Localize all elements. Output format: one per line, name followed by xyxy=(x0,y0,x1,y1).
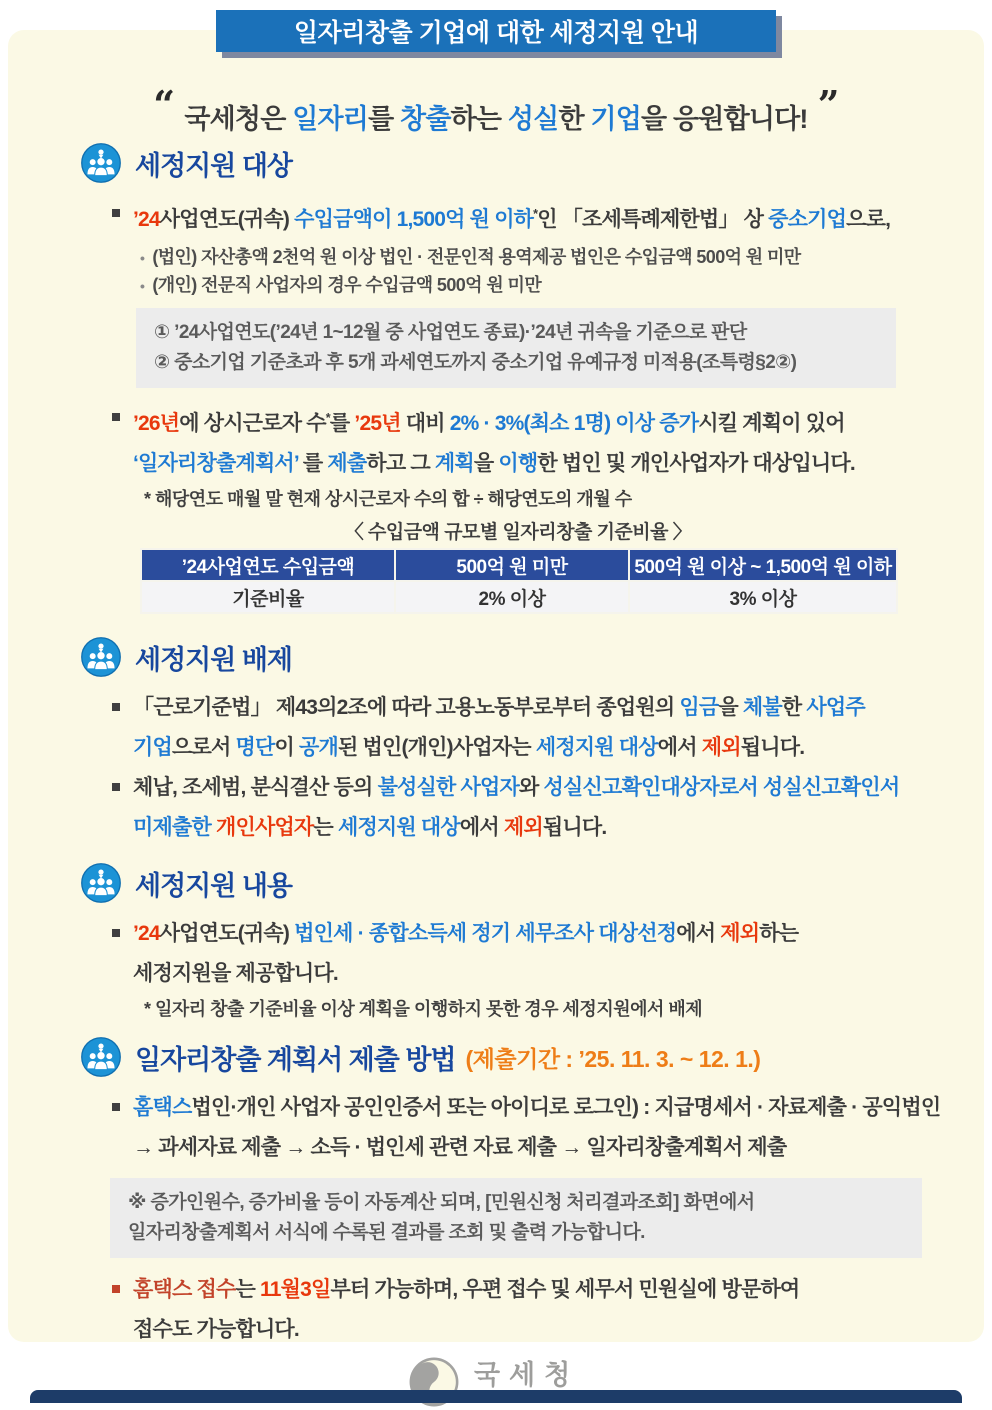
bullet-square-icon xyxy=(112,783,120,791)
people-badge-icon xyxy=(80,636,122,678)
target-bullet-2-line-1: ’26년에 상시근로자 수*를 ’25년 대비 2% · 3%(최소 1명) 이상 증가시킬 계획이 있어 xyxy=(133,411,845,435)
ratio-header-revenue: ’24사업연도 수입금액 xyxy=(141,549,395,581)
dot-bullet-icon: • xyxy=(140,250,145,266)
bullet-square-icon xyxy=(112,413,120,421)
section-exclusion-title: 세정지원 배제 xyxy=(135,644,292,675)
bullet-square-icon xyxy=(112,703,120,711)
auto-calc-note-box xyxy=(110,1178,922,1258)
page-title-text: 일자리창출 기업에 대한 세정지원 안내 xyxy=(293,19,699,47)
target-subnote-individual: • (개인) 전문직 사업자의 경우 수입금액 500억 원 미만 xyxy=(140,275,542,295)
bottom-navy-bar xyxy=(30,1390,962,1403)
exclusion-bullet-1-line-1: 「근로기준법」 제43의2조에 따라 고용노동부로부터 종업원의 임금을 체불한 사업주 xyxy=(133,696,865,719)
section-benefit-title: 세정지원 내용 xyxy=(135,870,292,901)
ratio-header-over500: 500억 원 이상 ~ 1,500억 원 이하 xyxy=(629,549,897,581)
target-criteria-box xyxy=(136,308,896,388)
ratio-cell-3pct: 3% 이상 xyxy=(629,581,897,613)
exclusion-bullet-1 xyxy=(112,688,984,768)
benefit-bullet-line-1: ’24사업연도(귀속) 법인세 · 종합소득세 정기 세무조사 대상선정에서 제외하는 xyxy=(133,922,799,945)
ratio-table-header-row xyxy=(141,549,897,581)
people-badge-icon xyxy=(80,142,122,184)
submission-bullet-2-line-2: 접수도 가능합니다. xyxy=(133,1318,299,1341)
target-bullet-1 xyxy=(112,194,984,240)
section-submission-title: 일자리창출 계획서 제출 방법 xyxy=(135,1044,456,1075)
criteria-line-1: ① ’24사업연도(’24년 1~12월 중 사업연도 종료)·’24년 귀속을 기준으로 판단 xyxy=(154,322,747,343)
ratio-cell-label: 기준비율 xyxy=(141,581,395,613)
submission-bullet-1 xyxy=(112,1088,984,1168)
benefit-footnote: * 일자리 창출 기준비율 이상 계획을 이행하지 못한 경우 세정지원에서 배제 xyxy=(144,999,703,1019)
close-quote-mark: ” xyxy=(817,82,839,127)
section-exclusion-heading xyxy=(80,636,984,678)
page-title xyxy=(216,10,776,52)
ratio-table-caption: 〈 수입금액 규모별 일자리창출 기준비율 〉 xyxy=(344,522,692,543)
people-badge-icon xyxy=(80,862,122,904)
exclusion-bullet-2-line-2: 미제출한 개인사업자는 세정지원 대상에서 제외됩니다. xyxy=(133,816,607,839)
open-quote-mark: “ xyxy=(153,82,175,127)
submission-bullet-1-line-1: 홈택스법인·개인 사업자 공인인증서 또는 아이디로 로그인) : 지급명세서 · 자료제출 · 공익법인 xyxy=(133,1096,941,1119)
people-badge-icon xyxy=(80,1036,122,1078)
submission-bullet-1-line-2: → 과세자료 제출 → 소득 · 법인세 관련 자료 제출 → 일자리창출계획서 제출 xyxy=(133,1136,787,1159)
section-submission-heading xyxy=(80,1036,984,1078)
benefit-bullet xyxy=(112,914,984,994)
nts-name-korean: 국세청 xyxy=(473,1360,580,1390)
dot-bullet-icon: • xyxy=(140,278,145,294)
exclusion-bullet-1-line-2: 기업으로서 명단이 공개된 법인(개인)사업자는 세정지원 대상에서 제외됩니다. xyxy=(133,736,805,759)
target-subnote-corp: • (법인) 자산총액 2천억 원 이상 법인 · 전문인적 용역제공 법인은 수입금액 500억 원 미만 xyxy=(140,247,801,267)
target-subnotes xyxy=(140,244,984,300)
section-target-title: 세정지원 대상 xyxy=(135,150,292,181)
ratio-header-under500: 500억 원 미만 xyxy=(395,549,629,581)
submission-bullet-2-line-1: 홈택스 접수는 11월3일부터 가능하며, 우편 접수 및 세무서 민원실에 방문하여 xyxy=(133,1278,800,1301)
ratio-table-body-row xyxy=(141,581,897,613)
bullet-square-icon xyxy=(112,929,120,937)
bullet-square-red-icon xyxy=(112,1285,120,1293)
section-benefit-heading xyxy=(80,862,984,904)
bullet-square-icon xyxy=(112,209,120,217)
exclusion-bullet-2 xyxy=(112,768,984,848)
slogan-text: 국세청은 일자리를 창출하는 성실한 기업을 응원합니다! xyxy=(184,104,808,134)
target-bullet-1-line: ’24사업연도(귀속) 수입금액이 1,500억 원 이하*인 「조세특례제한법」 상 중소기업으로, xyxy=(133,207,891,231)
target-bullet-2-line-2: ‘일자리창출계획서’ 를 제출하고 그 계획을 이행한 법인 및 개인사업자가 대상입니다. xyxy=(133,452,855,475)
submission-period: (제출기간 : ’25. 11. 3. ~ 12. 1.) xyxy=(465,1045,761,1072)
auto-calc-line-1: ※ 증가인원수, 증가비율 등이 자동계산 되며, [민원신청 처리결과조회] 화면에서 xyxy=(128,1192,755,1213)
section-target-heading xyxy=(80,142,984,184)
worker-count-footnote: * 해당연도 매월 말 현재 상시근로자 수의 합 ÷ 해당연도의 개월 수 xyxy=(144,489,632,509)
submission-bullet-2 xyxy=(112,1270,984,1350)
auto-calc-line-2: 일자리창출계획서 서식에 수록된 결과를 조회 및 출력 가능합니다. xyxy=(128,1222,645,1243)
exclusion-bullet-2-line-1: 체납, 조세범, 분식결산 등의 불성실한 사업자와 성실신고확인대상자로서 성실신고확인서 xyxy=(133,776,900,799)
ratio-cell-2pct: 2% 이상 xyxy=(395,581,629,613)
target-bullet-2 xyxy=(112,398,984,484)
criteria-line-2: ② 중소기업 기준초과 후 5개 과세연도까지 중소기업 유예규정 미적용(조특령§2②) xyxy=(154,352,797,373)
ratio-table xyxy=(140,548,898,614)
benefit-bullet-line-2: 세정지원을 제공합니다. xyxy=(133,962,338,985)
poster-sheet xyxy=(8,30,984,1390)
bullet-square-icon xyxy=(112,1103,120,1111)
